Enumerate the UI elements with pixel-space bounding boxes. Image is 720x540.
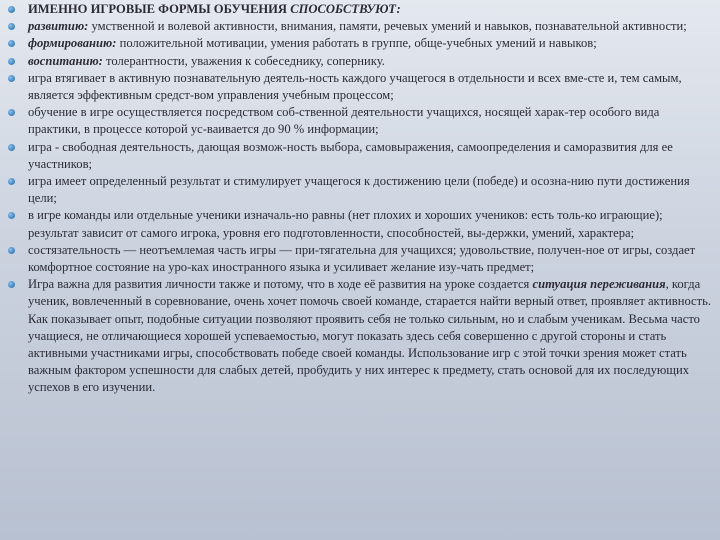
list-heading [8,1,712,18]
list-item [8,173,712,207]
item-text-before: Игра важна для развития личности также и потому, что в ходе её развития на уроке создается [28,277,533,292]
item-lead: воспитанию: [28,53,103,68]
item-text: умственной и волевой активности, внимания, памяти, речевых умений и навыков, познавательной активности; [88,19,687,34]
list-item [8,104,712,138]
bullet-icon [8,109,15,116]
item-text-after: , когда ученик, вовлеченный в соревнование, очень хочет помочь своей команде, старается найти верный ответ, проявляет активность. Как показывает опыт, подобные ситуации позволяют проявить себя не только сильным, но и слабым ученикам. Весьма часто учащиеся, не отличающиеся хорошей успеваемостью, могут показать здесь себя совершенно с другой стороны и стать активными участниками игры, способствовать победе своей команды. Использование игр с этой точки зрения может стать важным фактором успешности для слабых детей, пробудить у них интерес к предмету, стать основой для их последующих успехов в его изучении. [28,277,712,395]
bullet-icon [8,247,15,254]
list-item [8,35,712,52]
item-text: игра втягивает в активную познавательную деятель-ность каждого учащегося в отдельности и всех вме-сте и, тем самым, является эффективным средст-вом управления учебным процессом; [28,70,682,103]
item-text: игра имеет определенный результат и стимулирует учащегося к достижению цели (победе) и осозна-нию пути достижения цели; [28,174,690,206]
list-item [8,70,712,104]
heading-main: ИМЕННО ИГРОВЫЕ ФОРМЫ ОБУЧЕНИЯ [28,2,291,16]
bullet-icon [8,178,15,185]
item-text: состязательность — неотъемлемая часть игры — при-тягательна для учащихся; удовольствие, получен-ное от игры, создает комфортное состояние на уро-ках иностранного языка и усиливает желание изу-чать предмет; [28,242,696,275]
item-text: толерантности, уважения к собеседнику, сопернику. [102,53,385,68]
bullet-icon [8,23,15,30]
item-lead: формированию: [28,36,117,51]
bullet-icon [8,40,15,47]
list-item [8,18,712,35]
item-text: положительной мотивации, умения работать в группе, обще-учебных умений и навыков; [116,36,597,51]
bullet-icon [8,281,15,288]
item-text: игра - свободная деятельность, дающая возмож-ность выбора, самовыражения, самоопределения и саморазвития для ее участников; [28,139,673,171]
bullet-list [8,1,712,397]
list-item [8,276,712,396]
list-item [8,53,712,70]
heading-tail: СПОСОБСТВУЮТ: [290,2,401,16]
bullet-icon [8,75,15,82]
bullet-icon [8,212,15,219]
list-item [8,139,712,173]
bullet-icon [8,144,15,151]
item-text: в игре команды или отдельные ученики изначаль-но равны (нет плохих и хороших учеников: есть толь-ко играющие); результат зависит от самого игрока, уровня его подготовленности, способностей, вы-держки, умений, характера; [28,208,663,240]
item-lead: развитию: [28,19,89,34]
item-emphasis: ситуация переживания [532,277,666,292]
list-item [8,242,712,276]
bullet-icon [8,58,15,65]
list-item [8,207,712,241]
item-text: обучение в игре осуществляется посредством соб-ственной деятельности учащихся, носящей харак-тер особого вида практики, в процессе которой ус-ваивается до 90 % информации; [28,105,660,137]
bullet-icon [8,6,15,13]
